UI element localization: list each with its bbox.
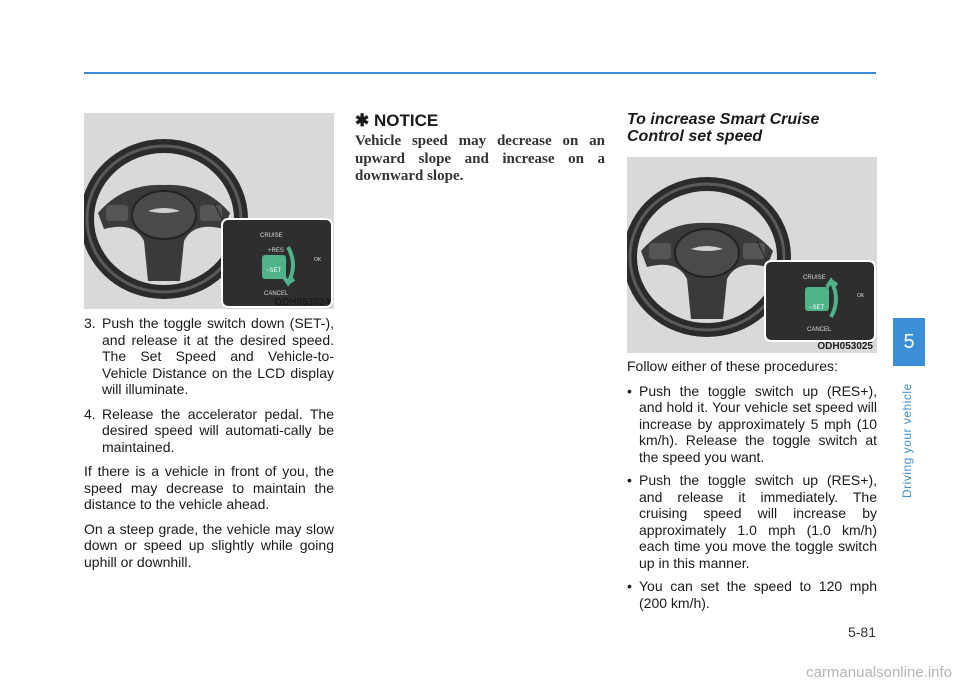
steering-wheel-illustration <box>627 157 877 353</box>
chapter-tab: 5 <box>893 318 925 366</box>
steering-wheel-figure-set <box>84 113 334 309</box>
wheel-left-buttons <box>106 205 128 221</box>
step-item <box>84 406 334 456</box>
notice-icon: ✱ <box>355 111 370 130</box>
list-item-text: You can set the speed to 120 mph (200 km/h). <box>639 578 877 611</box>
page-number: 5-81 <box>847 624 876 640</box>
closeup-ok-label: OK <box>314 257 322 263</box>
right-column-text <box>627 358 877 618</box>
list-item: • Push the toggle switch up (RES+), and hold it. Your vehicle set speed will increase by approximately 5 mph (10 km/h). Release the toggle switch at the speed you want. <box>627 382 877 465</box>
procedure-list <box>627 383 877 612</box>
closeup-cancel-label: CANCEL <box>264 291 289 297</box>
notice-heading <box>355 111 438 131</box>
list-item: • You can set the speed to 120 mph (200 km/h). <box>627 578 877 611</box>
watermark: carmanualsonline.info <box>806 664 952 681</box>
closeup-set-label: −SET <box>809 305 825 311</box>
steering-wheel-illustration <box>84 113 334 309</box>
closeup-cruise-label: CRUISE <box>260 233 283 239</box>
step-item <box>84 315 334 398</box>
closeup-cancel-label: CANCEL <box>807 327 832 333</box>
wheel-hub <box>132 191 196 239</box>
step-number: 4. <box>84 405 96 422</box>
section-title: To increase Smart Cruise Control set speed <box>627 111 820 145</box>
figure-code: ODH053024 <box>274 297 330 308</box>
header-rule <box>84 72 876 74</box>
list-item-text: Push the toggle switch up (RES+), and hold it. Your vehicle set speed will increase by approximately 5 mph (10 km/h). Release the toggle switch at the speed you want. <box>639 382 877 465</box>
closeup-cruise-label: CRUISE <box>803 275 826 281</box>
closeup-res-label: +RES <box>268 248 284 254</box>
closeup-set-label: −SET <box>266 268 282 274</box>
toggle-switch <box>262 255 286 279</box>
list-item: • Push the toggle switch up (RES+), and release it immediately. The cruising speed will increase by approximately 1.0 mph (1.0 km/h) each time you move the toggle switch up in this manner. <box>627 472 877 571</box>
paragraph: If there is a vehicle in front of you, the speed may decrease to maintain the distance to the vehicle ahead. <box>84 463 334 512</box>
step-text: Release the accelerator pedal. The desired speed will automati-cally be maintained. <box>102 405 334 455</box>
steering-wheel-figure-res <box>627 157 877 353</box>
notice-title: NOTICE <box>373 111 439 130</box>
step-text: Push the toggle switch down (SET-), and release it at the desired speed. The Set Speed and Vehicle-to-Vehicle Distance on the LCD display will illuminate. <box>102 315 334 397</box>
list-item-text: Push the toggle switch up (RES+), and release it immediately. The cruising speed will increase by approximately 1.0 mph (1.0 km/h) each time you move the toggle switch up in this manner. <box>639 472 877 571</box>
wheel-hub <box>675 229 739 277</box>
procedures-intro: Follow either of these procedures: <box>627 358 838 374</box>
wheel-left-buttons <box>649 243 671 259</box>
chapter-title: Driving your vehicle <box>900 383 914 498</box>
step-number: 3. <box>84 315 96 331</box>
closeup-ok-label: OK <box>857 293 865 299</box>
left-column-text <box>84 315 334 578</box>
paragraph: On a steep grade, the vehicle may slow down or speed up slightly while going uphill or downhill. <box>84 520 334 570</box>
chapter-side-label <box>886 370 932 510</box>
notice-text: Vehicle speed may decrease on an upward slope and increase on a downward slope. <box>355 133 605 184</box>
figure-code: ODH053025 <box>817 341 873 352</box>
